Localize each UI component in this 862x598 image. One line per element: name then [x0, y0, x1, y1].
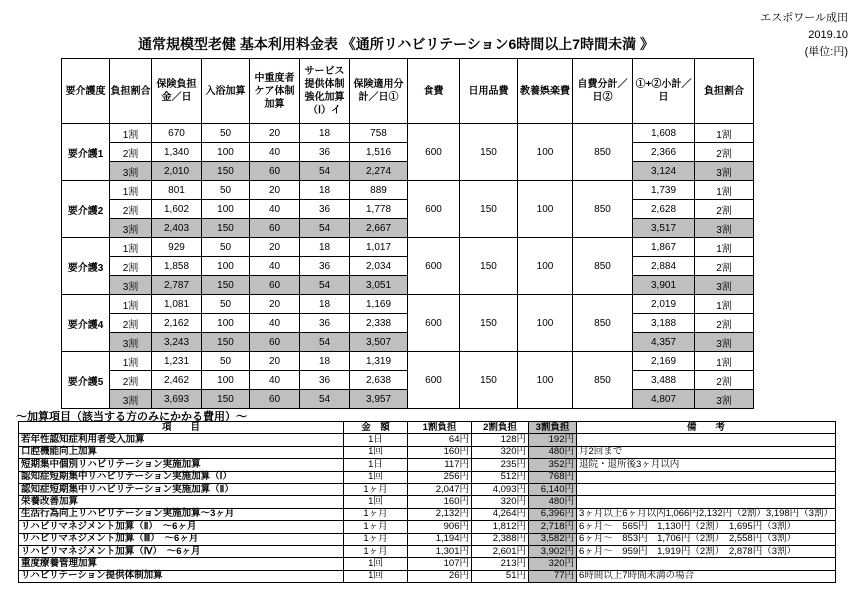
additions-column-header: 2割負担 — [472, 422, 529, 434]
addition-note — [577, 434, 836, 446]
addition-3wari: 3,582円 — [529, 533, 577, 545]
service-addition: 18 — [300, 238, 350, 257]
addition-unit: 1ヶ月 — [344, 483, 408, 495]
addition-row — [19, 446, 836, 458]
meal-fee: 600 — [408, 238, 460, 295]
addition-unit: 1ヶ月 — [344, 545, 408, 557]
self-pay-total: 850 — [573, 238, 633, 295]
bath-addition: 100 — [202, 143, 250, 162]
addition-item: 認知症短期集中リハビリテーション実施加算（Ⅰ） — [19, 471, 344, 483]
column-header: 保険適用分計／日① — [350, 59, 408, 124]
burden-ratio: 2割 — [110, 314, 152, 333]
insurance-total: 758 — [350, 124, 408, 143]
addition-row — [19, 533, 836, 545]
addition-item: 生活行為向上リハビリテーション実施加算～3ヶ月 — [19, 508, 344, 520]
column-header: 負担割合 — [110, 59, 152, 124]
addition-unit: 1ヶ月 — [344, 508, 408, 520]
burden-ratio-right: 2割 — [695, 200, 754, 219]
addition-1wari: 256円 — [408, 471, 472, 483]
column-header: 負担割合 — [695, 59, 754, 124]
insurance-total: 2,667 — [350, 219, 408, 238]
insurance-amount: 1,231 — [152, 352, 202, 371]
daily-goods-fee: 150 — [460, 352, 518, 409]
insurance-amount: 670 — [152, 124, 202, 143]
additions-column-header: 金 額 — [344, 422, 408, 434]
addition-unit: 1日 — [344, 459, 408, 471]
addition-row — [19, 508, 836, 520]
fee-row — [62, 124, 754, 143]
addition-unit: 1回 — [344, 496, 408, 508]
burden-ratio: 2割 — [110, 143, 152, 162]
additions-column-header: 3割負担 — [529, 422, 577, 434]
care-addition: 20 — [250, 181, 300, 200]
addition-unit: 1ヶ月 — [344, 521, 408, 533]
document-date: 2019.10 — [808, 29, 848, 41]
addition-unit: 1回 — [344, 558, 408, 570]
subtotal: 2,628 — [633, 200, 695, 219]
subtotal: 2,169 — [633, 352, 695, 371]
addition-note — [577, 558, 836, 570]
addition-2wari: 320円 — [472, 496, 529, 508]
addition-1wari: 160円 — [408, 496, 472, 508]
subtotal: 3,124 — [633, 162, 695, 181]
subtotal: 3,901 — [633, 276, 695, 295]
fee-row — [62, 352, 754, 371]
addition-item: 短期集中個別リハビリテーション実施加算 — [19, 459, 344, 471]
addition-2wari: 512円 — [472, 471, 529, 483]
addition-2wari: 128円 — [472, 434, 529, 446]
service-addition: 36 — [300, 371, 350, 390]
addition-note: 6ヶ月～ 565円 1,130円（2割） 1,695円（3割） — [577, 521, 836, 533]
meal-fee: 600 — [408, 352, 460, 409]
service-addition: 54 — [300, 390, 350, 409]
addition-3wari: 320円 — [529, 558, 577, 570]
insurance-amount: 2,010 — [152, 162, 202, 181]
insurance-total: 3,051 — [350, 276, 408, 295]
fee-row — [62, 181, 754, 200]
addition-note: 6ヶ月～ 959円 1,919円（2割） 2,878円（3割） — [577, 545, 836, 557]
addition-row — [19, 521, 836, 533]
care-addition: 20 — [250, 352, 300, 371]
addition-row — [19, 471, 836, 483]
insurance-total: 1,319 — [350, 352, 408, 371]
burden-ratio-right: 1割 — [695, 181, 754, 200]
addition-2wari: 1,812円 — [472, 521, 529, 533]
insurance-amount: 2,403 — [152, 219, 202, 238]
insurance-amount: 2,462 — [152, 371, 202, 390]
meal-fee: 600 — [408, 124, 460, 181]
insurance-total: 1,169 — [350, 295, 408, 314]
insurance-total: 889 — [350, 181, 408, 200]
recreation-fee: 100 — [518, 295, 573, 352]
addition-2wari: 51円 — [472, 570, 529, 582]
care-addition: 20 — [250, 295, 300, 314]
care-addition: 60 — [250, 333, 300, 352]
subtotal: 4,807 — [633, 390, 695, 409]
column-header: 要介護度 — [62, 59, 110, 124]
column-header: 日用品費 — [460, 59, 518, 124]
insurance-amount: 929 — [152, 238, 202, 257]
care-addition: 40 — [250, 371, 300, 390]
addition-2wari: 235円 — [472, 459, 529, 471]
burden-ratio-right: 2割 — [695, 143, 754, 162]
addition-item: 口腔機能向上加算 — [19, 446, 344, 458]
addition-2wari: 4,093円 — [472, 483, 529, 495]
addition-note — [577, 471, 836, 483]
column-header: 自費分計／日② — [573, 59, 633, 124]
additions-table — [18, 421, 836, 583]
company-name: エスポワール成田 — [760, 12, 848, 24]
addition-3wari: 480円 — [529, 496, 577, 508]
service-addition: 36 — [300, 143, 350, 162]
addition-3wari: 6,396円 — [529, 508, 577, 520]
service-addition: 54 — [300, 219, 350, 238]
addition-2wari: 2,601円 — [472, 545, 529, 557]
care-addition: 20 — [250, 124, 300, 143]
column-header: 教養娯楽費 — [518, 59, 573, 124]
bath-addition: 100 — [202, 200, 250, 219]
burden-ratio: 1割 — [110, 295, 152, 314]
insurance-amount: 2,162 — [152, 314, 202, 333]
bath-addition: 100 — [202, 314, 250, 333]
service-addition: 36 — [300, 314, 350, 333]
addition-3wari: 480円 — [529, 446, 577, 458]
daily-goods-fee: 150 — [460, 295, 518, 352]
addition-item: リハビリマネジメント加算（Ⅲ） ～6ヶ月 — [19, 533, 344, 545]
addition-unit: 1回 — [344, 570, 408, 582]
service-addition: 36 — [300, 257, 350, 276]
insurance-total: 2,034 — [350, 257, 408, 276]
addition-row — [19, 459, 836, 471]
addition-3wari: 768円 — [529, 471, 577, 483]
insurance-amount: 1,602 — [152, 200, 202, 219]
addition-unit: 1回 — [344, 446, 408, 458]
burden-ratio: 3割 — [110, 276, 152, 295]
addition-3wari: 77円 — [529, 570, 577, 582]
service-addition: 18 — [300, 124, 350, 143]
addition-item: 認知症短期集中リハビリテーション実施加算（Ⅱ） — [19, 483, 344, 495]
addition-item: リハビリマネジメント加算（Ⅳ） ～6ヶ月 — [19, 545, 344, 557]
addition-1wari: 2,047円 — [408, 483, 472, 495]
addition-row — [19, 483, 836, 495]
insurance-total: 2,638 — [350, 371, 408, 390]
recreation-fee: 100 — [518, 124, 573, 181]
care-addition: 40 — [250, 314, 300, 333]
additions-column-header: 項 目 — [19, 422, 344, 434]
addition-1wari: 64円 — [408, 434, 472, 446]
insurance-amount: 1,081 — [152, 295, 202, 314]
care-addition: 60 — [250, 390, 300, 409]
daily-goods-fee: 150 — [460, 124, 518, 181]
burden-ratio: 1割 — [110, 238, 152, 257]
bath-addition: 50 — [202, 352, 250, 371]
addition-1wari: 160円 — [408, 446, 472, 458]
burden-ratio: 3割 — [110, 390, 152, 409]
column-header: ①+②小計／日 — [633, 59, 695, 124]
addition-1wari: 107円 — [408, 558, 472, 570]
subtotal: 3,188 — [633, 314, 695, 333]
daily-goods-fee: 150 — [460, 181, 518, 238]
service-addition: 18 — [300, 352, 350, 371]
addition-unit: 1回 — [344, 471, 408, 483]
bath-addition: 50 — [202, 181, 250, 200]
burden-ratio-right: 3割 — [695, 219, 754, 238]
subtotal: 4,357 — [633, 333, 695, 352]
bath-addition: 150 — [202, 390, 250, 409]
addition-3wari: 6,140円 — [529, 483, 577, 495]
page-title: 通常規模型老健 基本利用料金表 《通所リハビリテーション6時間以上7時間未満 》 — [138, 36, 654, 52]
insurance-total: 2,338 — [350, 314, 408, 333]
addition-note: 月2回まで — [577, 446, 836, 458]
addition-1wari: 26円 — [408, 570, 472, 582]
subtotal: 3,517 — [633, 219, 695, 238]
care-addition: 60 — [250, 219, 300, 238]
care-addition: 60 — [250, 276, 300, 295]
bath-addition: 50 — [202, 295, 250, 314]
meal-fee: 600 — [408, 295, 460, 352]
insurance-amount: 3,243 — [152, 333, 202, 352]
addition-row — [19, 570, 836, 582]
addition-note: 3ヶ月以上6ヶ月以内1,066円2,132円（2割）3,198円（3割） — [577, 508, 836, 520]
unit-label: (単位:円) — [804, 46, 848, 58]
column-header: サービス提供体制強化加算（Ⅰ）イ — [300, 59, 350, 124]
bath-addition: 100 — [202, 257, 250, 276]
care-addition: 60 — [250, 162, 300, 181]
insurance-total: 1,778 — [350, 200, 408, 219]
bath-addition: 150 — [202, 162, 250, 181]
burden-ratio: 1割 — [110, 124, 152, 143]
burden-ratio-right: 1割 — [695, 238, 754, 257]
addition-note: 退院・退所後3ヶ月以内 — [577, 459, 836, 471]
burden-ratio-right: 3割 — [695, 333, 754, 352]
addition-2wari: 2,388円 — [472, 533, 529, 545]
burden-ratio-right: 2割 — [695, 371, 754, 390]
self-pay-total: 850 — [573, 295, 633, 352]
column-header: 入浴加算 — [202, 59, 250, 124]
care-addition: 40 — [250, 200, 300, 219]
care-level: 要介護4 — [62, 295, 110, 352]
subtotal: 1,739 — [633, 181, 695, 200]
burden-ratio-right: 3割 — [695, 390, 754, 409]
burden-ratio-right: 2割 — [695, 257, 754, 276]
addition-2wari: 213円 — [472, 558, 529, 570]
addition-unit: 1ヶ月 — [344, 533, 408, 545]
addition-row — [19, 496, 836, 508]
addition-item: 重度療養管理加算 — [19, 558, 344, 570]
bath-addition: 100 — [202, 371, 250, 390]
column-header: 保険負担金／日 — [152, 59, 202, 124]
addition-2wari: 320円 — [472, 446, 529, 458]
service-addition: 36 — [300, 200, 350, 219]
insurance-amount: 1,858 — [152, 257, 202, 276]
bath-addition: 150 — [202, 276, 250, 295]
addition-1wari: 1,301円 — [408, 545, 472, 557]
header-info — [760, 10, 848, 61]
burden-ratio: 3割 — [110, 333, 152, 352]
addition-1wari: 1,194円 — [408, 533, 472, 545]
self-pay-total: 850 — [573, 124, 633, 181]
recreation-fee: 100 — [518, 238, 573, 295]
addition-1wari: 2,132円 — [408, 508, 472, 520]
fee-row — [62, 295, 754, 314]
meal-fee: 600 — [408, 181, 460, 238]
daily-goods-fee: 150 — [460, 238, 518, 295]
service-addition: 54 — [300, 276, 350, 295]
service-addition: 18 — [300, 295, 350, 314]
bath-addition: 150 — [202, 219, 250, 238]
subtotal: 2,884 — [633, 257, 695, 276]
burden-ratio: 3割 — [110, 219, 152, 238]
addition-3wari: 352円 — [529, 459, 577, 471]
service-addition: 54 — [300, 333, 350, 352]
additions-column-header: 1割負担 — [408, 422, 472, 434]
addition-item: 若年性認知症利用者受入加算 — [19, 434, 344, 446]
care-addition: 40 — [250, 257, 300, 276]
addition-note: 6時間以上7時間未満の場合 — [577, 570, 836, 582]
insurance-total: 3,507 — [350, 333, 408, 352]
addition-note: 6ヶ月～ 853円 1,706円（2割） 2,558円（3割） — [577, 533, 836, 545]
fee-table — [61, 58, 754, 409]
subtotal: 1,867 — [633, 238, 695, 257]
recreation-fee: 100 — [518, 352, 573, 409]
insurance-amount: 1,340 — [152, 143, 202, 162]
service-addition: 18 — [300, 181, 350, 200]
column-header: 中重度者ケア体制加算 — [250, 59, 300, 124]
insurance-amount: 2,787 — [152, 276, 202, 295]
additions-heading: ～加算項目（該当する方のみにかかる費用）～ — [16, 411, 247, 423]
bath-addition: 50 — [202, 124, 250, 143]
additions-column-header: 備 考 — [577, 422, 836, 434]
burden-ratio: 1割 — [110, 181, 152, 200]
burden-ratio-right: 1割 — [695, 295, 754, 314]
addition-row — [19, 558, 836, 570]
fee-row — [62, 238, 754, 257]
insurance-total: 1,516 — [350, 143, 408, 162]
addition-unit: 1日 — [344, 434, 408, 446]
addition-1wari: 906円 — [408, 521, 472, 533]
burden-ratio-right: 3割 — [695, 162, 754, 181]
addition-3wari: 3,902円 — [529, 545, 577, 557]
burden-ratio: 1割 — [110, 352, 152, 371]
addition-note — [577, 496, 836, 508]
burden-ratio: 2割 — [110, 200, 152, 219]
bath-addition: 150 — [202, 333, 250, 352]
care-level: 要介護2 — [62, 181, 110, 238]
addition-2wari: 4,264円 — [472, 508, 529, 520]
addition-1wari: 117円 — [408, 459, 472, 471]
insurance-amount: 3,693 — [152, 390, 202, 409]
burden-ratio: 2割 — [110, 371, 152, 390]
care-level: 要介護5 — [62, 352, 110, 409]
addition-note — [577, 483, 836, 495]
care-addition: 20 — [250, 238, 300, 257]
self-pay-total: 850 — [573, 181, 633, 238]
addition-3wari: 2,718円 — [529, 521, 577, 533]
burden-ratio-right: 2割 — [695, 314, 754, 333]
addition-item: リハビリマネジメント加算（Ⅱ） ～6ヶ月 — [19, 521, 344, 533]
care-addition: 40 — [250, 143, 300, 162]
insurance-total: 1,017 — [350, 238, 408, 257]
burden-ratio-right: 1割 — [695, 352, 754, 371]
subtotal: 3,488 — [633, 371, 695, 390]
column-header: 食費 — [408, 59, 460, 124]
subtotal: 2,019 — [633, 295, 695, 314]
burden-ratio-right: 1割 — [695, 124, 754, 143]
insurance-total: 2,274 — [350, 162, 408, 181]
addition-3wari: 192円 — [529, 434, 577, 446]
insurance-amount: 801 — [152, 181, 202, 200]
care-level: 要介護3 — [62, 238, 110, 295]
subtotal: 2,366 — [633, 143, 695, 162]
addition-row — [19, 434, 836, 446]
addition-row — [19, 545, 836, 557]
burden-ratio: 2割 — [110, 257, 152, 276]
insurance-total: 3,957 — [350, 390, 408, 409]
bath-addition: 50 — [202, 238, 250, 257]
addition-item: 栄養改善加算 — [19, 496, 344, 508]
self-pay-total: 850 — [573, 352, 633, 409]
addition-item: リハビリテーション提供体制加算 — [19, 570, 344, 582]
service-addition: 54 — [300, 162, 350, 181]
burden-ratio-right: 3割 — [695, 276, 754, 295]
recreation-fee: 100 — [518, 181, 573, 238]
burden-ratio: 3割 — [110, 162, 152, 181]
subtotal: 1,608 — [633, 124, 695, 143]
care-level: 要介護1 — [62, 124, 110, 181]
